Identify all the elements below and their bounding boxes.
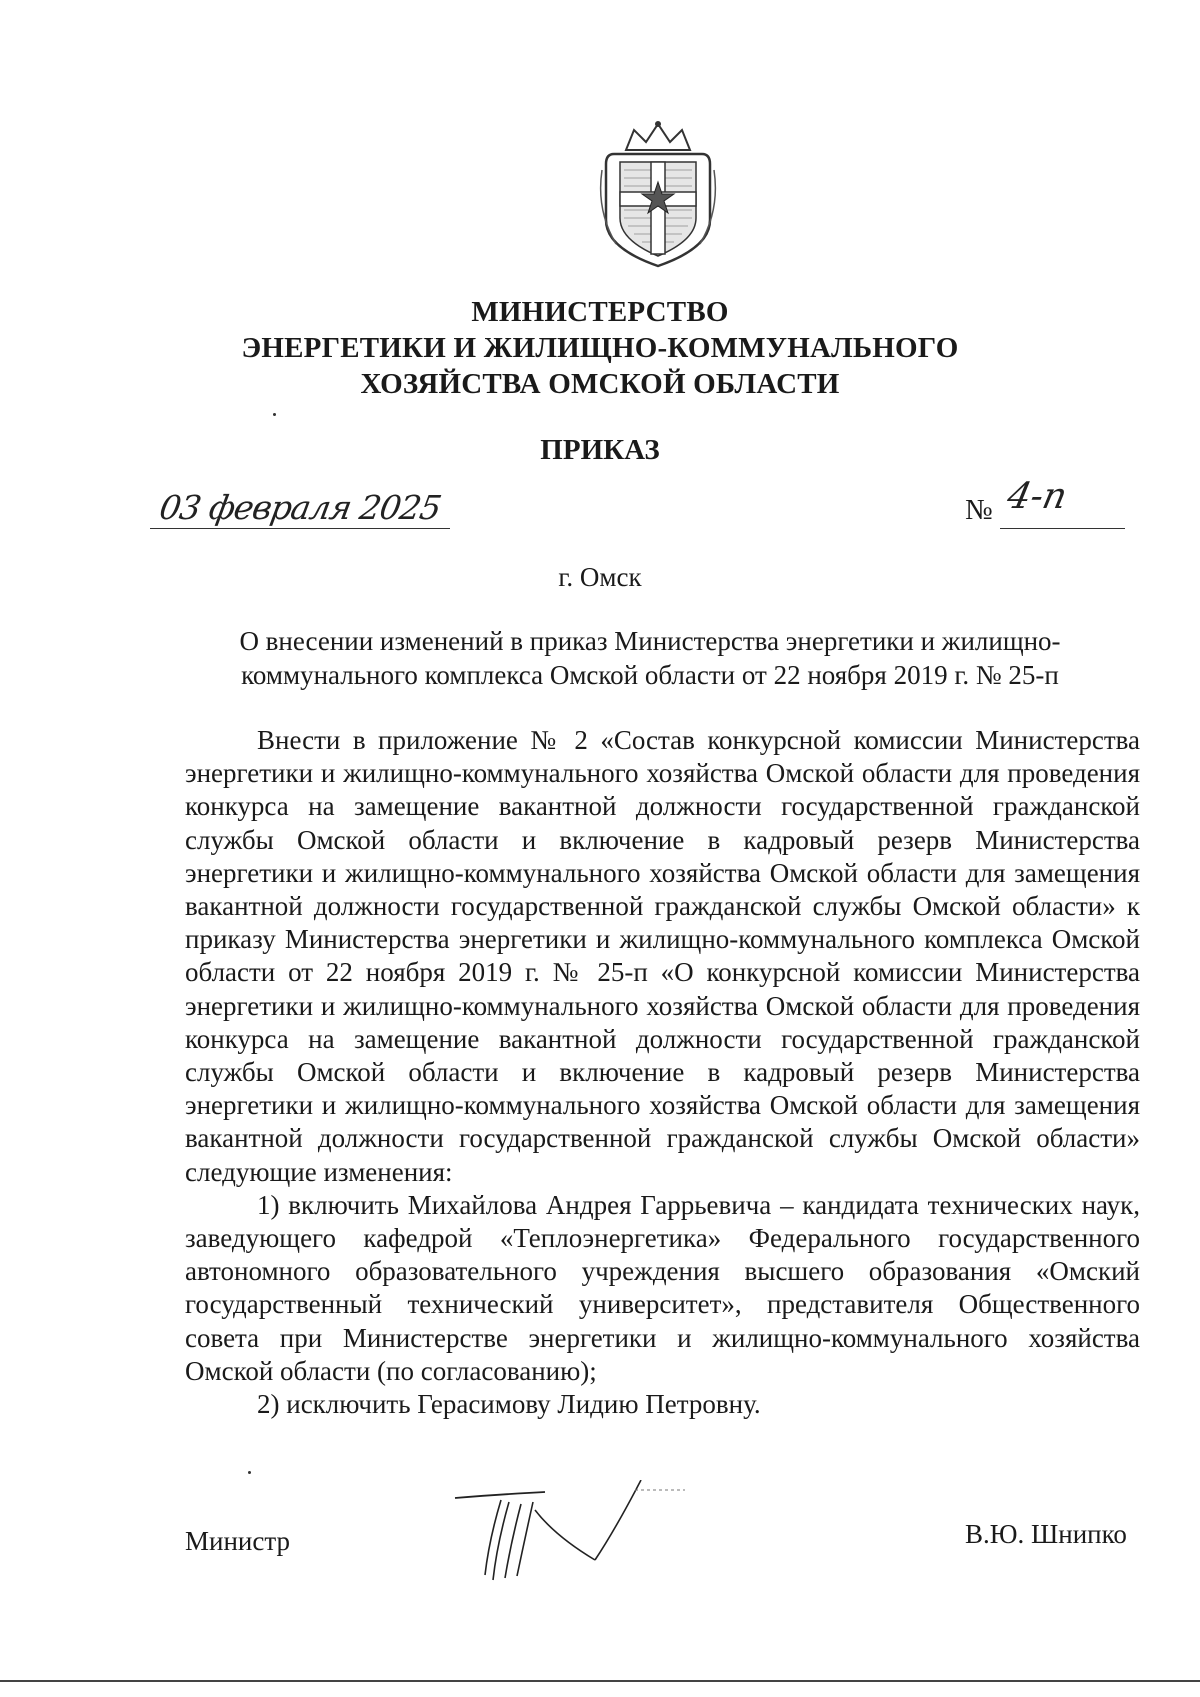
ministry-name-line-1: МИНИСТЕРСТВО — [471, 296, 729, 328]
ministry-name-line-3: ХОЗЯЙСТВА ОМСКОЙ ОБЛАСТИ — [360, 368, 840, 400]
ministry-name-line-2: ЭНЕРГЕТИКИ И ЖИЛИЩНО-КОММУНАЛЬНОГО — [241, 332, 959, 364]
city-line: г. Омск — [558, 562, 642, 592]
order-body — [185, 724, 1140, 1421]
signer-role: Министр — [185, 1526, 290, 1556]
scan-speck — [273, 413, 276, 416]
bottom-rule — [0, 1680, 1200, 1682]
document-type-title: ПРИКАЗ — [540, 434, 660, 466]
handwritten-date: 03 февраля 2025 — [156, 488, 444, 527]
body-paragraph: 2) исключить Герасимову Лидию Петровну. — [257, 1389, 761, 1420]
number-label: № — [965, 494, 993, 526]
handwritten-number: 4-п — [1003, 476, 1071, 517]
order-subject: О внесении изменений в приказ Министерства энергетики и жилищно-коммунального комплекса Омской области от 22 ноября 2019 г. № 25-п — [239, 626, 1061, 690]
signer-name: В.Ю. Шнипко — [965, 1519, 1127, 1549]
body-paragraph: 1) включить Михайлова Андрея Гаррьевича – кандидата технических наук, заведующего кафедрой «Теплоэнергетика» Федерального государственного автономного образовательного учреждения высшего образования «Омский государственный технический университет», представителя Общественного совета при Министерстве энергетики и жилищно-коммунального хозяйства Омской области (по согласованию); — [185, 1189, 1140, 1386]
scan-speck — [248, 1471, 251, 1474]
date-underline — [150, 528, 450, 529]
body-paragraph: Внести в приложение № 2 «Состав конкурсной комиссии Министерства энергетики и жилищно-коммунального хозяйства Омской области для проведения конкурса на замещение вакантной должности государственной гражданской службы Омской области и включение в кадровый резерв Министерства энергетики и жилищно-коммунального хозяйства Омской области для замещения вакантной должности государственной гражданской службы Омской области» к приказу Министерства энергетики и жилищно-коммунального комплекса Омской области от 22 ноября 2019 г. № 25-п «О конкурсной комиссии Министерства энергетики и жилищно-коммунального хозяйства Омской области для проведения конкурса на замещение вакантной должности государственной гражданской службы Омской области и включение в кадровый резерв Министерства энергетики и жилищно-коммунального хозяйства Омской области для замещения вакантной должности государственной гражданской службы Омской области» следующие изменения: — [185, 725, 1140, 1187]
handwritten-signature — [445, 1480, 735, 1590]
number-underline — [1000, 528, 1125, 529]
coat-of-arms-icon — [596, 120, 720, 270]
